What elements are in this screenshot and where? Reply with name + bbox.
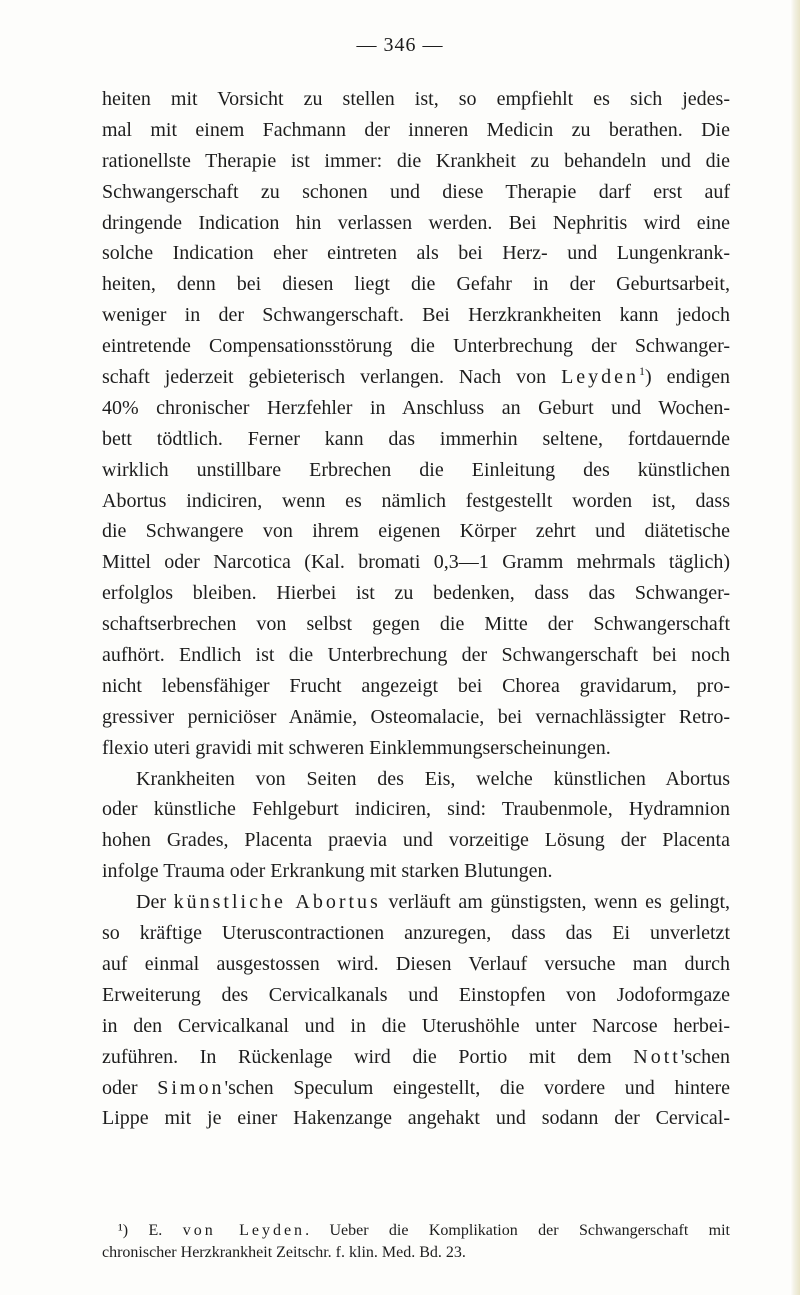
text-line: auf einmal ausgestossen wird. Diesen Verlauf versuche man durch: [102, 952, 730, 975]
text-line: solche Indication eher eintreten als bei Herz- und Lungenkrank-: [102, 242, 730, 265]
text-line: erfolglos bleiben. Hierbei ist zu bedenken, dass das Schwanger-: [102, 582, 730, 605]
author-name-nott: Nott: [633, 1045, 681, 1068]
text-line: dringende Indication hin verlassen werden. Bei Nephritis wird eine: [102, 211, 730, 234]
text-line: zuführen. In Rückenlage wird die Portio mit dem Nott'schen: [102, 1045, 730, 1068]
text-line: Schwangerschaft zu schonen und diese Therapie darf erst auf: [102, 180, 730, 203]
text-line: nicht lebensfähiger Frucht angezeigt bei Chorea gravidarum, pro-: [102, 674, 730, 697]
page-edge: [790, 0, 800, 1295]
footnote: [102, 1220, 730, 1264]
text-line: Krankheiten von Seiten des Eis, welche künstlichen Abortus: [136, 767, 730, 790]
footnote-line: chronischer Herzkrankheit Zeitschr. f. klin. Med. Bd. 23.: [102, 1244, 466, 1261]
text-line: schaft jederzeit gebieterisch verlangen. Nach von Leyden$^1$) endigen: [102, 364, 730, 389]
body-text: [102, 84, 730, 1134]
footnote-line: ¹) E. von Leyden. Ueber die Komplikation der Schwangerschaft mit: [118, 1222, 730, 1239]
text-line: in den Cervicalkanal und in die Uterushöhle unter Narcose herbei-: [102, 1014, 730, 1037]
text-line: Abortus indiciren, wenn es nämlich festgestellt worden ist, dass: [102, 489, 730, 512]
text-line: hohen Grades, Placenta praevia und vorzeitige Lösung der Placenta: [102, 829, 730, 852]
text-line: oder Simon'schen Speculum eingestellt, die vordere und hintere: [102, 1076, 730, 1099]
text-line: weniger in der Schwangerschaft. Bei Herzkrankheiten kann jedoch: [102, 304, 730, 327]
text-line: heiten mit Vorsicht zu stellen ist, so empfiehlt es sich jedes-: [102, 88, 730, 110]
footnote-marker: 1: [639, 364, 646, 379]
text-line: Lippe mit je einer Hakenzange angehakt und sodann der Cervical-: [102, 1107, 730, 1130]
text-line: rationellste Therapie ist immer: die Krankheit zu behandeln und die: [102, 149, 730, 172]
text-line: so kräftige Uteruscontractionen anzuregen, dass das Ei unverletzt: [102, 922, 730, 945]
text-line: Der künstliche Abortus verläuft am günstigsten, wenn es gelingt,: [136, 891, 731, 914]
author-name-leyden: Leyden: [561, 366, 640, 389]
text-line: heiten, denn bei diesen liegt die Gefahr in der Geburtsarbeit,: [102, 273, 730, 296]
footnote-author: von Leyden: [182, 1222, 306, 1239]
text-line: die Schwangere von ihrem eigenen Körper zehrt und diätetische: [102, 520, 730, 543]
text-line: flexio uteri gravidi mit schweren Einklemmungserscheinungen.: [102, 736, 611, 759]
text-line: Mittel oder Narcotica (Kal. bromati 0,3—1 Gramm mehrmals täglich): [102, 551, 730, 574]
text-line: schaftserbrechen von selbst gegen die Mitte der Schwangerschaft: [102, 613, 730, 636]
text-line: mal mit einem Fachmann der inneren Medicin zu berathen. Die: [102, 118, 730, 141]
page-number-header: — 346 —: [356, 34, 444, 56]
text-line: eintretende Compensationsstörung die Unterbrechung der Schwanger-: [102, 335, 730, 358]
text-line: gressiver perniciöser Anämie, Osteomalacie, bei vernachlässigter Retro-: [102, 705, 730, 728]
author-name-simon: Simon: [157, 1076, 225, 1099]
text-line: Erweiterung des Cervicalkanals und Einstopfen von Jodoformgaze: [102, 983, 730, 1006]
emphasis-kuenstliche-abortus: künstliche Abortus: [173, 891, 381, 914]
text-line: bett tödtlich. Ferner kann das immerhin seltene, fortdauernde: [102, 427, 730, 450]
text-line: infolge Trauma oder Erkrankung mit starken Blutungen.: [102, 860, 553, 883]
text-line: 40% chronischer Herzfehler in Anschluss an Geburt und Wochen-: [102, 396, 730, 419]
text-line: aufhört. Endlich ist die Unterbrechung der Schwangerschaft bei noch: [102, 644, 730, 667]
text-line: oder künstliche Fehlgeburt indiciren, sind: Traubenmole, Hydramnion: [102, 798, 730, 821]
text-line: wirklich unstillbare Erbrechen die Einleitung des künstlichen: [102, 458, 730, 481]
